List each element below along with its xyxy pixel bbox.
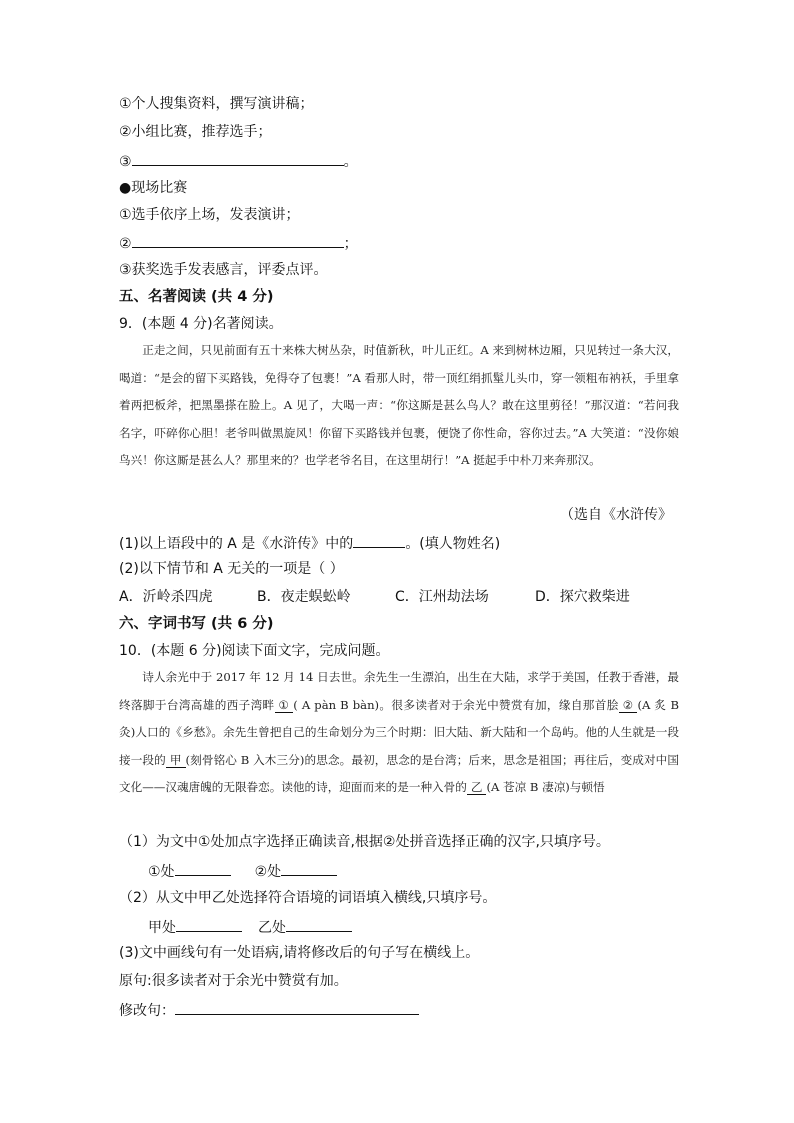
answer-label-jia: 甲处 [148, 920, 176, 936]
option-c[interactable]: C．江州劫法场 [395, 589, 489, 605]
answer-blank[interactable] [132, 150, 344, 166]
revised-sentence [119, 999, 419, 1021]
section-5-heading: 五、名著阅读 (共 4 分) [119, 289, 274, 305]
passage-part: ( A pàn B bàn)。很多读者对于余光中赞赏有加，缘自那首脍 [293, 697, 619, 712]
passage-text: 正走之间，只见前面有五十来株大树丛杂，时值新秋，叶儿正红。A 来到树林边厢，只见转过一条大汉，喝道：“是会的留下买路钱，免得夺了包裹！”A 看那人时，带一顶红绢抓髽儿头巾，穿一领粗布衲袄，手里拿着两把板斧，把黑墨搽在脸上。A 见了，大喝一声：“你这厮是甚么鸟人？敢在这里剪径！”那汉道：“若问我名字，吓碎你心胆！老爷叫做黑旋风！你留下买路钱并包裹，便饶了你性命，容你过去。”A 大笑道：“没你娘鸟兴！你这厮是甚么人？那里来的？也学老爷名目，在这里胡行！”A 挺起手中朴刀来奔那汉。 [119, 343, 679, 467]
answer-label-2: ②处 [254, 864, 282, 880]
answer-blank[interactable] [175, 860, 231, 876]
passage-part: 诗人余光中于 2017 年 12 月 14 日去世。余先生一生漂泊，出生在大陆，求学于美国，任教于香港，最终落脚于台湾高雄的西子湾畔 [119, 670, 679, 712]
question-10-1: （1）为文中①处加点字选择正确读音,根据②处拼音选择正确的汉字,只填序号。 [119, 834, 610, 850]
question-9-2: (2)以下情节和 A 无关的一项是（ ） [119, 561, 344, 577]
question-9-1-hint: 。(填人物姓名) [405, 536, 501, 552]
option-b[interactable]: B．夜走蜈蚣岭 [257, 589, 351, 605]
blank-2: ② [619, 698, 638, 713]
revised-label: 修改句： [119, 1003, 175, 1019]
onsite-step-2 [119, 232, 358, 254]
answer-blank[interactable] [286, 916, 352, 932]
answer-blank[interactable] [176, 916, 242, 932]
answer-blank[interactable] [281, 860, 337, 876]
question-9-1 [119, 532, 500, 554]
blank-jia: 甲 [166, 753, 186, 768]
prep-step-2: ②小组比赛，推荐选手； [119, 124, 272, 140]
passage-part: (A 炙 B 灸)人口的《乡愁》。余先生曾把自己的生命划分为三个时期：旧大陆、新大陆和一个岛屿。他的人生就是一段接一段的 [119, 697, 679, 767]
prep-step-3 [119, 150, 358, 172]
poet-passage-text [119, 664, 679, 802]
question-10-2-answers [148, 916, 352, 938]
answer-label-yi: 乙处 [258, 920, 286, 936]
poet-passage [119, 664, 679, 802]
question-10: 10．(本题 6 分)阅读下面文字，完成问题。 [119, 643, 390, 659]
option-d[interactable]: D．探穴救柴进 [535, 589, 630, 605]
passage-part: (刻骨铭心 B 入木三分)的思念。最初，思念的是台湾；后来，思念是祖国；再往后，变成对中国文化——汉魂唐魄的无限眷恋。读他的诗，迎面而来的是一种入骨的 [119, 752, 679, 794]
passage-source: （选自《水浒传》 [560, 507, 672, 523]
blank-yi: 乙 [467, 780, 487, 795]
onsite-step-1: ①选手依序上场，发表演讲； [119, 207, 300, 223]
blank-1: ① [275, 698, 294, 713]
reading-passage [119, 337, 679, 475]
answer-blank[interactable] [175, 999, 419, 1015]
onsite-step-2-end: ； [343, 236, 358, 252]
answer-blank[interactable] [132, 232, 344, 248]
original-sentence: 原句:很多读者对于余光中赞赏有加。 [119, 973, 348, 989]
prep-step-1: ①个人搜集资料，撰写演讲稿； [119, 96, 314, 112]
question-10-3: (3)文中画线句有一处语病,请将修改后的句子写在横线上。 [119, 945, 480, 961]
onsite-step-3: ③获奖选手发表感言，评委点评。 [119, 262, 328, 278]
prep-step-3-number: ③ [119, 154, 132, 170]
answer-label-1: ①处 [148, 864, 175, 880]
answer-blank[interactable] [353, 532, 405, 548]
question-9: 9．(本题 4 分)名著阅读。 [119, 316, 283, 332]
question-10-2: （2）从文中甲乙处选择符合语境的词语填入横线,只填序号。 [119, 890, 497, 906]
question-9-2-options [119, 587, 630, 607]
onsite-title: ●现场比赛 [119, 180, 188, 196]
question-10-1-answers [148, 860, 337, 882]
question-9-1-text: (1)以上语段中的 A 是《水浒传》中的 [119, 536, 354, 552]
onsite-step-2-number: ② [119, 236, 132, 252]
passage-part: (A 苍凉 B 凄凉)与顿悟 [486, 780, 605, 794]
option-a[interactable]: A．沂岭杀四虎 [119, 589, 213, 605]
prep-step-3-end: 。 [343, 154, 358, 170]
section-6-heading: 六、字词书写 (共 6 分) [119, 616, 274, 632]
